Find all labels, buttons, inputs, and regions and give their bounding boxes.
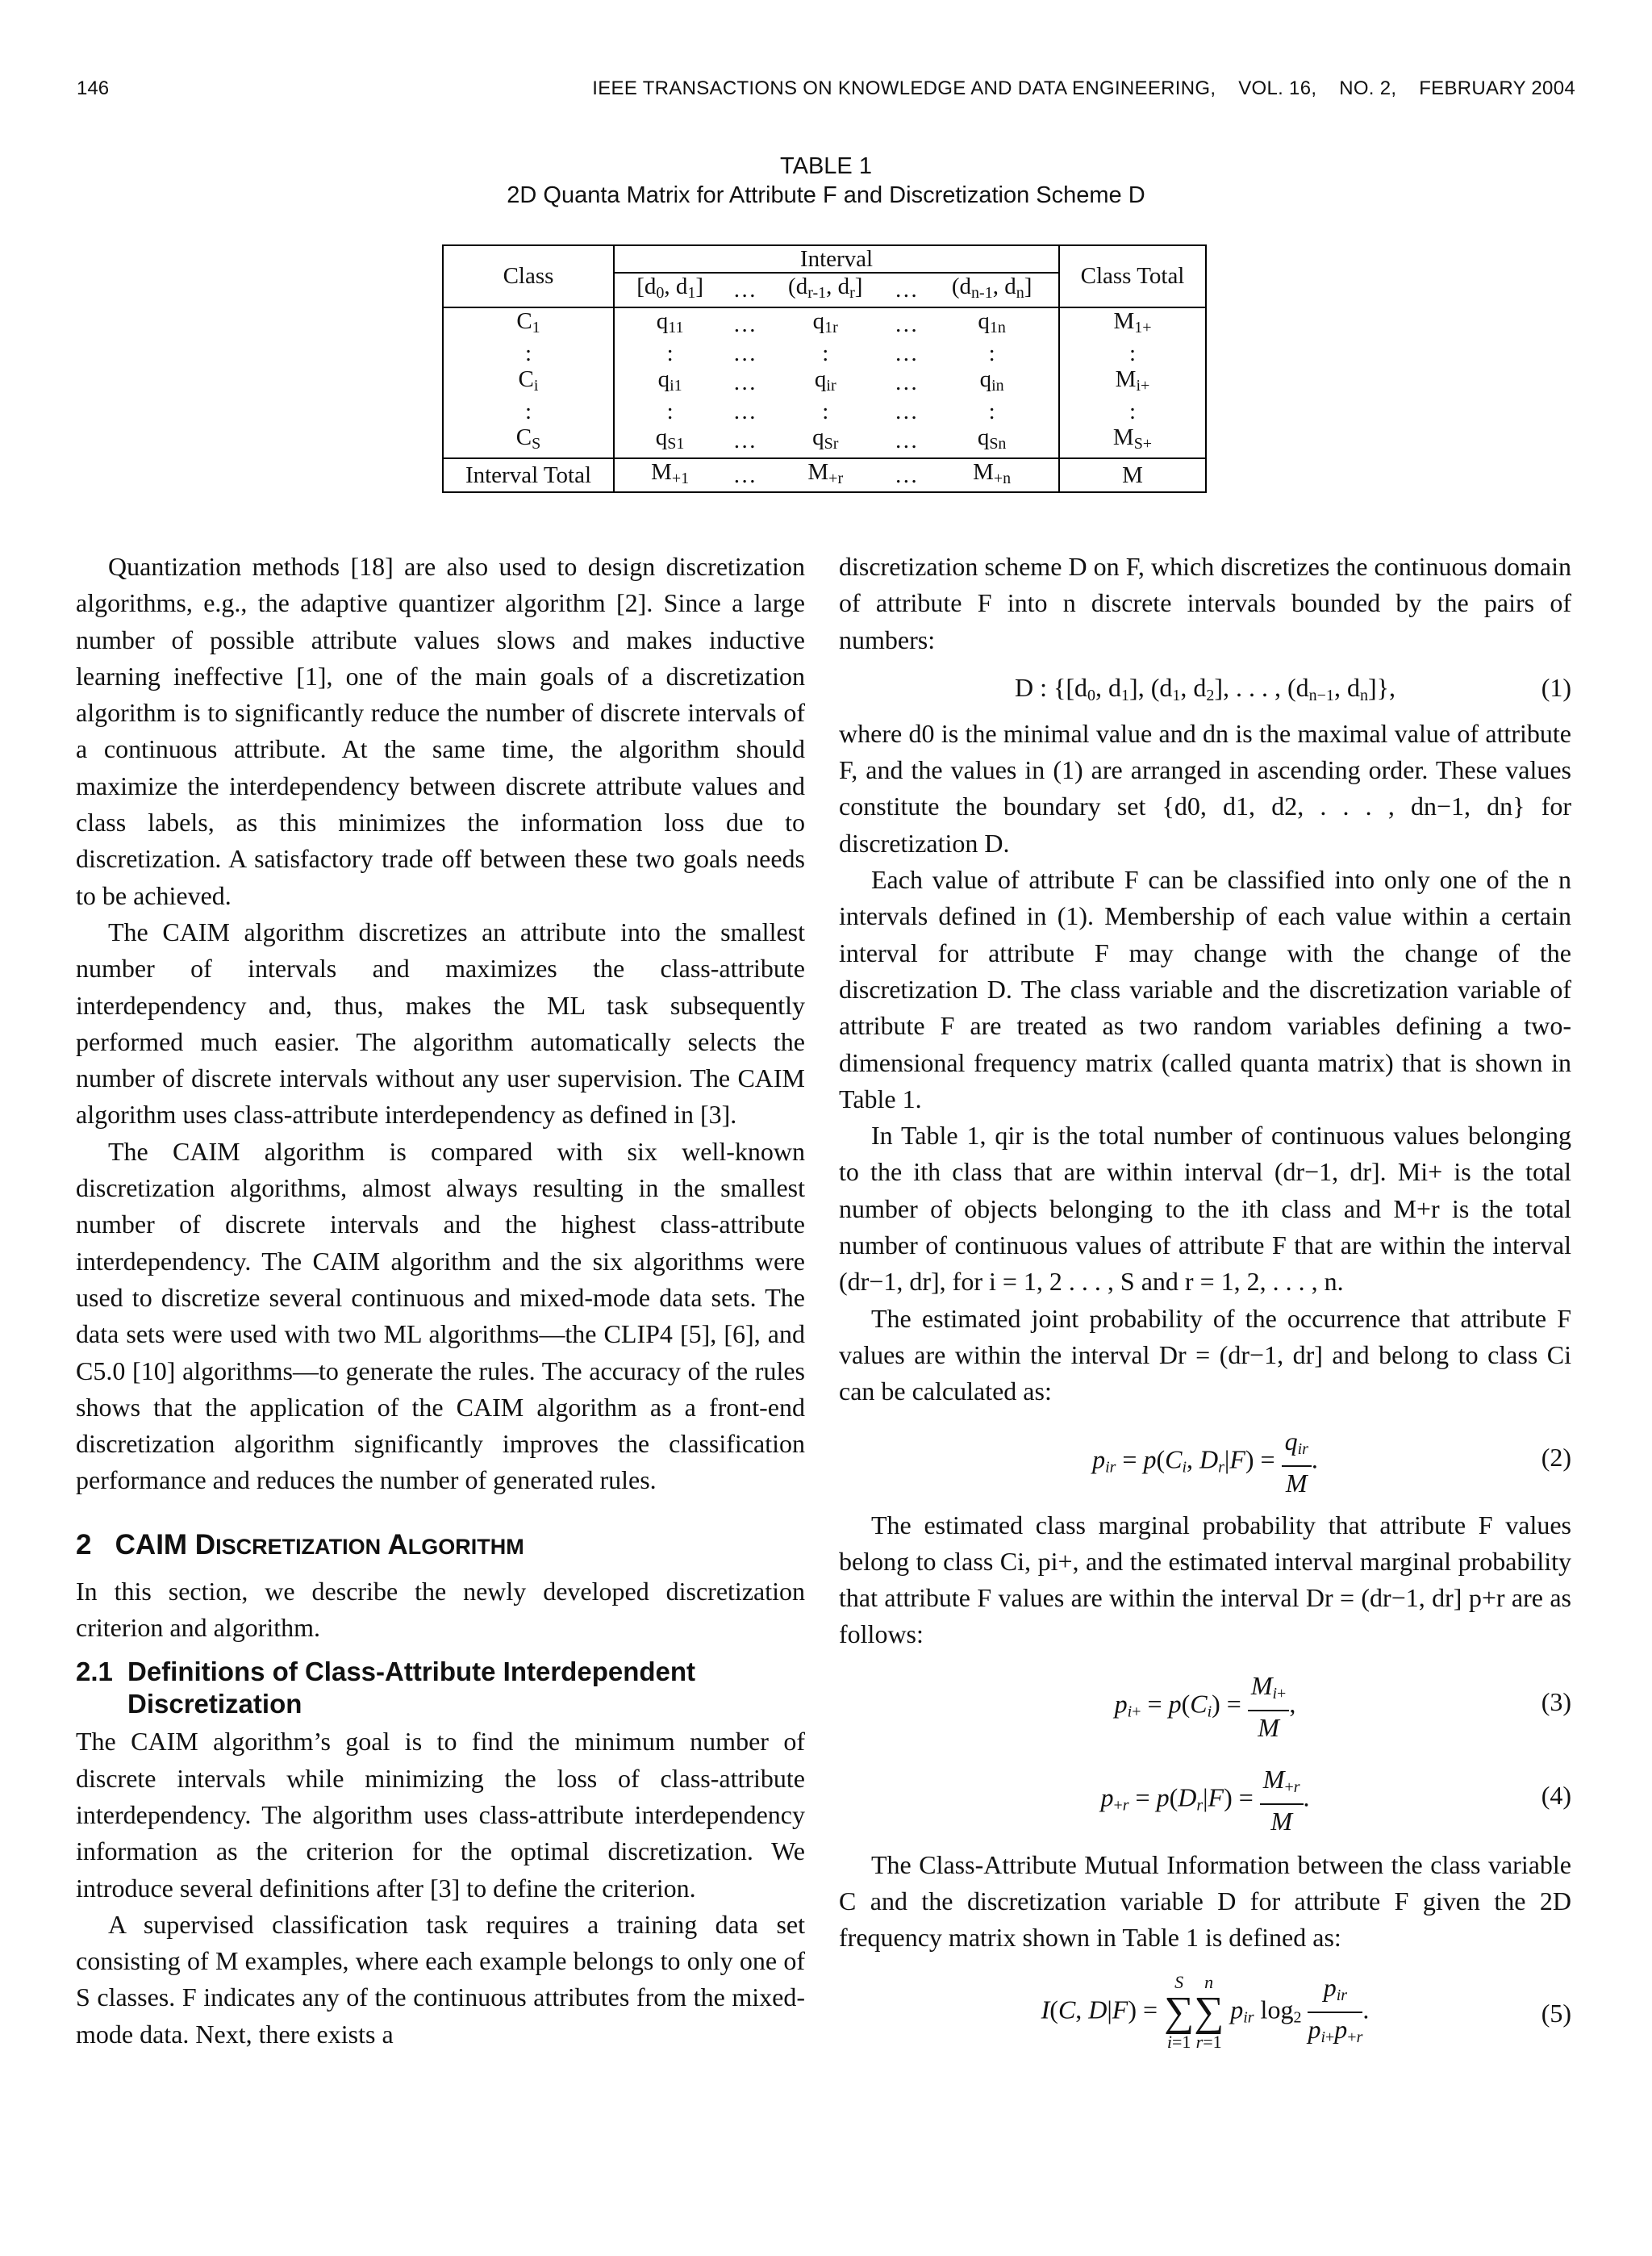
header-class-total: Class Total — [1059, 245, 1206, 307]
equation-2: $p_{ir} = p(C_i$, $D_r|F$) = $\frac{q_{ir}}{M}$ . (2) — [1092, 1426, 1571, 1498]
right-column — [839, 549, 1571, 2065]
table-caption — [0, 181, 1652, 210]
equation-3: $p_{i+} = p(C_i)$ = $\frac{M_{i+}}{M}$ , (3) — [1114, 1670, 1571, 1742]
col-ellipsis: … — [886, 273, 925, 307]
paragraph: where d0 is the minimal value and dn is the maximal value of attribute F, and the values in (1) are arranged in ascending order. These values constitute the boundary set {d0, d1, d2, . . . , dn−1, dn} for discretization D. — [839, 718, 1571, 858]
table-row-interval-total: Interval Total $M_{+1}$ … $M_{+r}$ … $M_{+n}$ M — [443, 458, 1206, 493]
quanta-matrix-table — [442, 244, 1207, 493]
col-interval-first: [$d_0$, $d_1$] — [614, 273, 725, 307]
page-number: 146 — [77, 77, 110, 99]
paragraph: The CAIM algorithm’s goal is to find the minimum number of discrete intervals while minimizing the loss of class-attribute interdependency. The algorithm uses class-attribute interdependency information as the criterion for the optimal discretization. We introduce several definitions after [3] to define the criterion. — [76, 1727, 805, 1903]
header-interval: Interval — [614, 245, 1059, 273]
equation-4: $p_{+r} = p(D_r|F)$ = $\frac{M_{+r}}{M}$ . (4) — [1100, 1764, 1571, 1836]
paragraph: In this section, we describe the newly developed discretization criterion and algorithm. — [76, 1576, 805, 1643]
equation-number: (2) — [1541, 1442, 1571, 1472]
running-head: IEEE TRANSACTIONS ON KNOWLEDGE AND DATA ENGINEERING, VOL. 16, NO. 2, FEBRUARY 2004 — [592, 77, 1575, 99]
col-ellipsis: … — [725, 273, 764, 307]
equation-number: (3) — [1541, 1686, 1571, 1716]
equation-number: (4) — [1541, 1780, 1571, 1810]
equation-number: (1) — [1541, 672, 1571, 702]
table-caption-text: 2D Quanta Matrix for Attribute F and Discretization Scheme D — [507, 182, 1145, 208]
table-row: : : … : … : : — [443, 399, 1206, 424]
paragraph: In Table 1, qir is the total number of continuous values belonging to the ith class that are within interval (dr−1, dr]. Mi+ is the total number of objects belonging to the ith class and M+r is the total number of continuous values of attribute F that are within the interval (dr−1, dr], for i = 1, 2 . . . , S and r = 1, 2, . . . , n. — [839, 1121, 1571, 1297]
equation-number: (5) — [1541, 1998, 1571, 2028]
table-row: : : … : … : : — [443, 340, 1206, 366]
paragraph: The Class-Attribute Mutual Information between the class variable C and the discretization variable D for attribute F given the 2D frequency matrix shown in Table 1 is defined as: — [839, 1849, 1571, 1953]
paragraph: Each value of attribute F can be classified into only one of the n intervals defined in (1). Membership of each value within a certain interval for attribute F may change with the change of the discretization D. The class variable and the discretization variable of attribute F are treated as two random variables defining a two-dimensional frequency matrix (called quanta matrix) that is shown in Table 1. — [839, 865, 1571, 1113]
col-interval-n: ($d_{n-1}$, $d_n$] — [925, 273, 1059, 307]
paragraph: The CAIM algorithm is compared with six well-known discretization algorithms, almost always resulting in the smallest number of discrete intervals and the highest class-attribute interdependency. The CAIM algorithm and the six algorithms were used to discretize several continuous and mixed-mode data sets. The data sets were used with two ML algorithms—the CLIP4 [5], [6], and C5.0 [10] algorithms—to generate the rules. The accuracy of the rules shows that the application of the CAIM algorithm as a front-end discretization algorithm significantly improves the classification performance and reduces the number of generated rules. — [76, 1136, 805, 1495]
section-heading: 2 CAIM DISCRETIZATION ALGORITHM — [76, 1528, 524, 1560]
running-header — [77, 77, 1575, 110]
left-column — [76, 549, 805, 2053]
header-class: Class — [443, 245, 614, 307]
paragraph: The CAIM algorithm discretizes an attribute into the smallest number of intervals and maximizes the class-attribute interdependency and, thus, makes the ML task subsequently performed much easier. The algorithm automatically selects the number of discrete intervals without any user supervision. The CAIM algorithm uses class-attribute interdependency as defined in [3]. — [76, 917, 805, 1130]
col-interval-r: ($d_{r-1}$, $d_r$] — [764, 273, 886, 307]
paragraph: A supervised classification task requires a training data set consisting of M examples, where each example belongs to only one of S classes. F indicates any of the continuous attributes from the mixed-mode data. Next, there exists a — [76, 1909, 805, 2049]
paragraph: Quantization methods [18] are also used to design discretization algorithms, e.g., the adaptive quantizer algorithm [2]. Since a large number of possible attribute values slows and makes inductive learning ineffective [1], one of the main goals of a discretization algorithm is to significantly reduce the number of discrete intervals of a continuous attribute. At the same time, the algorithm should maximize the interdependency between discrete attribute values and class labels, as this minimizes the information loss due to discretization. A satisfactory trade off between these two goals needs to be achieved. — [76, 552, 805, 910]
paragraph: The estimated joint probability of the occurrence that attribute F values are within the interval Dr = (dr−1, dr] and belong to class Ci can be calculated as: — [839, 1303, 1571, 1406]
equation-5: I(C, D|F) = S ∑ i=1n ∑ r=1 $p_{ir}$ $\log_2$ $\frac{p_{ir}}{p_{i+}p_{+r}}$ . (5) — [1041, 1971, 1571, 2052]
table-row: $C_1$ $q_{11}$ … $q_{1r}$ … $q_{1n}$ $M_{1+}$ — [443, 307, 1206, 340]
table-row: $C_S$ $q_{S1}$ … $q_{Sr}$ … $q_{Sn}$ $M_{S+}$ — [443, 424, 1206, 457]
table-label: TABLE 1 — [780, 153, 872, 179]
paragraph: discretization scheme D on F, which discretizes the continuous domain of attribute F into n discrete intervals bounded by the pairs of numbers: — [839, 552, 1571, 654]
paragraph: The estimated class marginal probability that attribute F values belong to class Ci, pi+, and the estimated interval marginal probability that attribute F values are within the interval Dr = (dr−1, dr] p+r are as follows: — [839, 1510, 1571, 1649]
table-row: $C_i$ $q_{i1}$ … $q_{ir}$ … $q_{in}$ $M_{i+}$ — [443, 366, 1206, 399]
equation-1: D : {[$d_0$, $d_1$], ($d_1$, $d_2$], . . . , ($d_{n-1}$, $d_n$]}, (1) — [839, 670, 1571, 706]
subsection-heading: 2.1 Definitions of Class-Attribute Interdependent Discretization — [76, 1656, 696, 1719]
